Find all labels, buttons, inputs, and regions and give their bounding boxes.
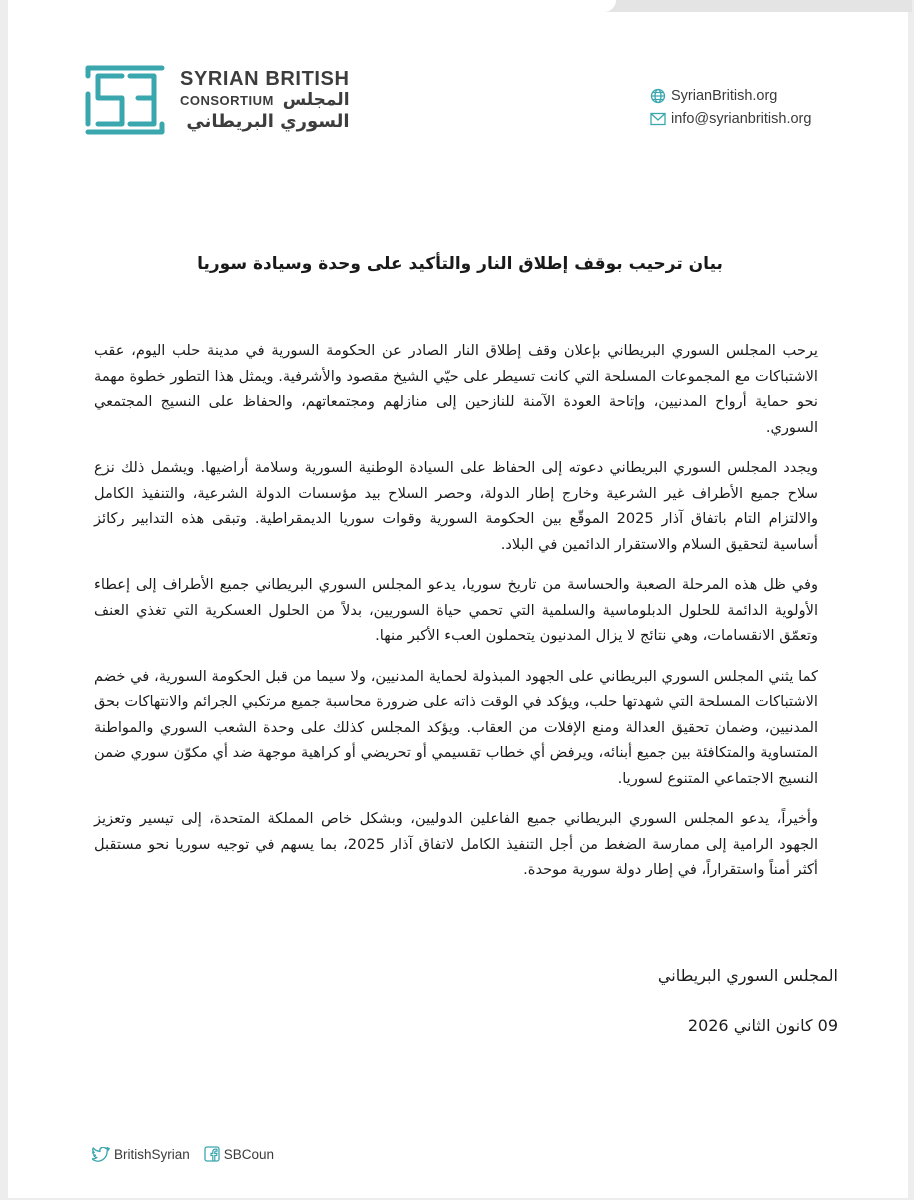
email-text: info@syrianbritish.org	[671, 110, 812, 127]
signature-name: المجلس السوري البريطاني	[657, 966, 838, 985]
twitter-handle: BritishSyrian	[114, 1146, 190, 1162]
facebook-icon	[204, 1146, 220, 1162]
logo-consortium: CONSORTIUM	[180, 92, 274, 108]
signature-block	[658, 966, 838, 1035]
website-link[interactable]	[650, 84, 811, 107]
website-text: SyrianBritish.org	[671, 87, 778, 104]
paragraph: وأخيراً، يدعو المجلس السوري البريطاني جميع الفاعلين الدوليين، وبشكل خاص المملكة المتحدة، إلى تيسير وتعزيز الجهود الرامية إلى ممارسة الضغط من أجل التنفيذ الكامل لاتفاق آذار 2025، بما يسهم في توجيه سوريا نحو مستقبل أكثر أمناً واستقراراً، في إطار دولة سورية موحدة.	[94, 810, 818, 878]
contacts	[650, 84, 811, 130]
logo-arabic-line1: المجلس	[282, 89, 350, 110]
globe-icon	[650, 88, 666, 104]
twitter-link[interactable]	[92, 1147, 190, 1162]
statement-title: بيان ترحيب بوقف إطلاق النار والتأكيد على وحدة وسيادة سوريا	[197, 254, 723, 274]
paragraph: وفي ظل هذه المرحلة الصعبة والحساسة من تاريخ سوريا، يدعو المجلس السوري البريطاني جميع الأطراف إلى إعطاء الأولوية الدائمة للحلول الدبلوماسية والسلمية التي تحمي حياة السوريين، بدلاً من الحلول العسكرية التي تغذي العنف وتعمّق الانقسامات، وهي نتائج لا يزال المدنيون يتحملون العبء الأكبر منها.	[94, 576, 818, 644]
top-tab	[8, 0, 616, 12]
statement-date: 09 كانون الثاني 2026	[687, 1016, 838, 1035]
logo	[84, 64, 350, 136]
paragraph: كما يثني المجلس السوري البريطاني على الجهود المبذولة لحماية المدنيين، ولا سيما من قبل الحكومة السورية، في خضم الاشتباكات المسلحة التي شهدتها حلب، ويؤكد في الوقت ذاته على ضرورة محاسبة جميع مرتكبي الجرائم والانتهاكات بحق المدنيين، وضمان تحقيق العدالة ومنع الإفلات من العقاب. ويؤكد المجلس كذلك على وحدة الشعب السوري والمواطنة المتساوية والمتكافئة بين جميع أبنائه، ويرفض أي خطاب تقسيمي أو تحريضي أو كراهية موجهة ضد أي مكوّن سوري ضمن النسيج الاجتماعي المتنوع لسوريا.	[94, 667, 818, 787]
facebook-link[interactable]	[204, 1146, 274, 1162]
sbc-logo-icon	[84, 64, 166, 136]
top-strip	[8, 0, 912, 12]
footer	[92, 1146, 288, 1162]
paragraph: ويجدد المجلس السوري البريطاني دعوته إلى الحفاظ على السيادة الوطنية السورية وسلامة أراضيها. ويشمل ذلك نزع سلاح جميع الأطراف غير الشرعية وخارج إطار الدولة، وحصر السلاح بيد مؤسسات الدولة الشرعية، والتنفيذ الكامل والالتزام التام باتفاق آذار 2025 الموقّع بين الحكومة السورية وقوات سوريا الديمقراطية. وتبقى هذه التدابير ركائز أساسية لتحقيق السلام والاستقرار الدائمين في البلاد.	[94, 459, 818, 553]
envelope-icon	[650, 112, 666, 126]
email-link[interactable]	[650, 107, 811, 130]
statement-body	[94, 338, 818, 898]
facebook-handle: SBCoun	[223, 1146, 275, 1162]
twitter-icon	[92, 1147, 110, 1162]
logo-line1: SYRIAN BRITISH	[180, 67, 350, 90]
logo-text	[180, 68, 350, 133]
logo-arabic-line2: السوري البريطاني	[186, 110, 350, 132]
paragraph: يرحب المجلس السوري البريطاني بإعلان وقف إطلاق النار الصادر عن الحكومة السورية في مدينة حلب اليوم، عقب الاشتباكات مع المجموعات المسلحة التي كانت تسيطر على حيّي الشيخ مقصود والأشرفية. ويمثل هذا التطور خطوة مهمة نحو حماية أرواح المدنيين، وإتاحة العودة الآمنة للنازحين إلى منازلهم ومجتمعاتهم، والحفاظ على النسيج المجتمعي السوري.	[94, 342, 818, 436]
